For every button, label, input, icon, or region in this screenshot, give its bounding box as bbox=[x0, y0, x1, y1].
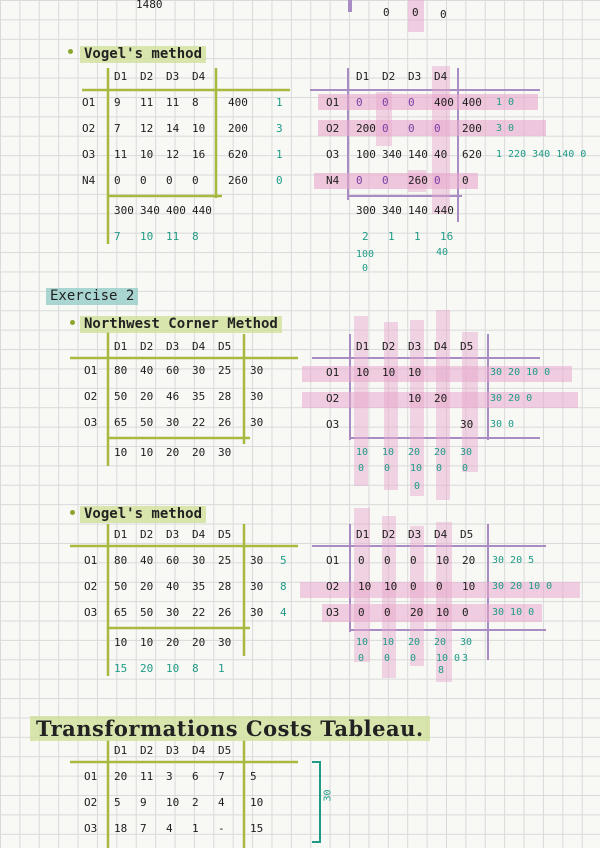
col-penalty: 11 bbox=[166, 230, 180, 243]
sol-cell: 30 bbox=[460, 418, 474, 431]
sol-cell: 0 bbox=[410, 580, 417, 593]
supply-cell: 200 bbox=[228, 122, 248, 135]
sol-cell: 0 bbox=[462, 606, 469, 619]
cost-cell: 60 bbox=[166, 364, 180, 377]
cost-cell: 35 bbox=[192, 390, 206, 403]
sol-cell: 0 bbox=[356, 174, 363, 187]
sol-col-header: D2 bbox=[382, 528, 396, 541]
cost-cell: 7 bbox=[140, 822, 147, 835]
row-penalty: 0 bbox=[276, 174, 283, 187]
heading-vogel2: Vogel's method bbox=[80, 506, 206, 523]
cost-cell: 9 bbox=[140, 796, 147, 809]
sol-col-header: D1 bbox=[356, 340, 370, 353]
top-sum: 1480 bbox=[136, 0, 163, 11]
sol-cell: 100 bbox=[356, 148, 376, 161]
sol-demand: 20 bbox=[408, 637, 421, 648]
sol-notes: 1 220 340 140 0 bbox=[496, 149, 587, 160]
sol-notes: 30 0 bbox=[490, 419, 515, 430]
cost-cell: 28 bbox=[218, 390, 232, 403]
cost-cell: 22 bbox=[192, 606, 206, 619]
row-penalty: 8 bbox=[280, 580, 287, 593]
col-penalty: 15 bbox=[114, 662, 128, 675]
sol-cell: 0 bbox=[384, 606, 391, 619]
cost-cell: 11 bbox=[140, 96, 154, 109]
cost-cell: 50 bbox=[140, 416, 154, 429]
cost-cell: 28 bbox=[218, 580, 232, 593]
cost-cell: 4 bbox=[166, 822, 173, 835]
demand-cell: 20 bbox=[166, 636, 180, 649]
sol-demand: 300 bbox=[356, 204, 376, 217]
sol-extra: 0 bbox=[362, 263, 369, 274]
sol-cell: 10 bbox=[436, 554, 450, 567]
sol-cell: 40 bbox=[434, 148, 448, 161]
sol-col-header: D4 bbox=[434, 528, 448, 541]
sol-demand: 340 bbox=[382, 204, 402, 217]
sol-notes: 30 20 5 bbox=[492, 555, 535, 566]
sol-demand: 10 bbox=[382, 447, 395, 458]
col-header: D5 bbox=[218, 528, 232, 541]
sol-cell: 0 bbox=[382, 174, 389, 187]
brace-note: 30 bbox=[322, 789, 334, 802]
supply-cell: 30 bbox=[250, 416, 264, 429]
supply-cell: 30 bbox=[250, 580, 264, 593]
demand-cell: 30 bbox=[218, 446, 232, 459]
sol-notes: 30 20 10 0 bbox=[490, 367, 551, 378]
sol-cell: 10 bbox=[356, 366, 370, 379]
sol-cell: 10 bbox=[408, 366, 422, 379]
cost-cell: 14 bbox=[166, 122, 180, 135]
demand-cell: 30 bbox=[218, 636, 232, 649]
sol-cell: 0 bbox=[434, 122, 441, 135]
supply-cell: 260 bbox=[228, 174, 248, 187]
cost-cell: 12 bbox=[166, 148, 180, 161]
col-header: D2 bbox=[140, 70, 154, 83]
sol-sub: 10 0 bbox=[436, 653, 461, 664]
col-header: D4 bbox=[192, 744, 206, 757]
col-header: D2 bbox=[140, 744, 154, 757]
cost-cell: 5 bbox=[114, 796, 121, 809]
heading-transformations: Transformations Costs Tableau. bbox=[30, 716, 430, 741]
cost-cell: 1 bbox=[192, 822, 199, 835]
col-header: D3 bbox=[166, 70, 180, 83]
sol-cell: 10 bbox=[462, 580, 476, 593]
cost-cell: 65 bbox=[114, 416, 128, 429]
demand-cell: 20 bbox=[166, 446, 180, 459]
cost-cell: 30 bbox=[192, 554, 206, 567]
col-header: D5 bbox=[218, 340, 232, 353]
sol-row-label: O1 bbox=[326, 366, 340, 379]
cost-cell: 4 bbox=[218, 796, 225, 809]
row-label: O2 bbox=[84, 796, 98, 809]
col-header: D3 bbox=[166, 528, 180, 541]
cost-cell: 10 bbox=[192, 122, 206, 135]
sol-cell: 20 bbox=[434, 392, 448, 405]
sol-row-label: O2 bbox=[326, 122, 340, 135]
sol-cell: 0 bbox=[434, 174, 441, 187]
sol-cell: 140 bbox=[408, 148, 428, 161]
sol-col-header: D3 bbox=[408, 70, 422, 83]
col-penalty: 10 bbox=[140, 230, 154, 243]
cost-cell: 30 bbox=[192, 364, 206, 377]
cost-cell: 0 bbox=[140, 174, 147, 187]
sol-supply: 0 bbox=[462, 174, 469, 187]
cost-cell: 30 bbox=[166, 416, 180, 429]
sol-penalty: 16 bbox=[440, 230, 454, 243]
row-penalty: 1 bbox=[276, 96, 283, 109]
col-header: D1 bbox=[114, 340, 128, 353]
cost-cell: 16 bbox=[192, 148, 206, 161]
sol-row-label: O3 bbox=[326, 148, 340, 161]
sol-extra: 40 bbox=[436, 247, 449, 258]
sol-supply: 620 bbox=[462, 148, 482, 161]
sol-cell: 340 bbox=[382, 148, 402, 161]
cost-cell: 3 bbox=[166, 770, 173, 783]
sol-demand: 10 bbox=[356, 447, 369, 458]
sol-cell: 10 bbox=[382, 366, 396, 379]
bullet-nw bbox=[70, 320, 75, 325]
supply-cell: 15 bbox=[250, 822, 264, 835]
demand-cell: 20 bbox=[192, 446, 206, 459]
sol-col-header: D1 bbox=[356, 528, 370, 541]
sol-sub: 0 bbox=[384, 653, 391, 664]
top-cell-1: 0 bbox=[383, 6, 390, 19]
row-label: O3 bbox=[82, 148, 96, 161]
sol-penalty: 1 bbox=[388, 230, 395, 243]
sol-notes: 3 0 bbox=[496, 123, 515, 134]
sol-col-header: D2 bbox=[382, 70, 396, 83]
cost-cell: 7 bbox=[114, 122, 121, 135]
cost-cell: 46 bbox=[166, 390, 180, 403]
col-header: D4 bbox=[192, 70, 206, 83]
col-header: D4 bbox=[192, 340, 206, 353]
sol-row-label: O2 bbox=[326, 580, 340, 593]
demand-cell: 340 bbox=[140, 204, 160, 217]
top-cell-3: 0 bbox=[440, 8, 447, 21]
cost-cell: 40 bbox=[140, 554, 154, 567]
sol-row-label: O3 bbox=[326, 418, 340, 431]
sol-cell: 10 bbox=[408, 392, 422, 405]
sol-row-label: N4 bbox=[326, 174, 340, 187]
row-label: O2 bbox=[84, 580, 98, 593]
row-penalty: 3 bbox=[276, 122, 283, 135]
cost-cell: 22 bbox=[192, 416, 206, 429]
demand-cell: 10 bbox=[140, 446, 154, 459]
sol-sub: 0 bbox=[436, 463, 443, 474]
cost-cell: 50 bbox=[114, 580, 128, 593]
sol-supply: 400 bbox=[462, 96, 482, 109]
cost-cell: 11 bbox=[166, 96, 180, 109]
col-header: D1 bbox=[114, 744, 128, 757]
sol-cell: 0 bbox=[410, 554, 417, 567]
cost-cell: 11 bbox=[140, 770, 154, 783]
row-penalty: 4 bbox=[280, 606, 287, 619]
sol-sub: 0 bbox=[358, 463, 365, 474]
cost-cell: - bbox=[218, 822, 225, 835]
sol-demand: 30 bbox=[460, 447, 473, 458]
cost-cell: 0 bbox=[192, 174, 199, 187]
row-label: O3 bbox=[84, 822, 98, 835]
col-header: D4 bbox=[192, 528, 206, 541]
cost-cell: 20 bbox=[140, 390, 154, 403]
col-penalty: 8 bbox=[192, 230, 199, 243]
sol-demand: 10 bbox=[382, 637, 395, 648]
row-label: O1 bbox=[82, 96, 96, 109]
cost-cell: 10 bbox=[140, 148, 154, 161]
row-label: O1 bbox=[84, 770, 98, 783]
demand-cell: 300 bbox=[114, 204, 134, 217]
sol-cell: 0 bbox=[358, 606, 365, 619]
sol-col-header: D4 bbox=[434, 340, 448, 353]
col-header: D5 bbox=[218, 744, 232, 757]
sol-cell: 200 bbox=[356, 122, 376, 135]
sol-penalty: 1 bbox=[414, 230, 421, 243]
sol-demand: 30 bbox=[460, 637, 473, 648]
sol-cell: 20 bbox=[462, 554, 476, 567]
sol-supply: 200 bbox=[462, 122, 482, 135]
supply-cell: 30 bbox=[250, 390, 264, 403]
row-label: O3 bbox=[84, 416, 98, 429]
row-label: O2 bbox=[82, 122, 96, 135]
row-label: O1 bbox=[84, 364, 98, 377]
col-penalty: 7 bbox=[114, 230, 121, 243]
demand-cell: 10 bbox=[114, 446, 128, 459]
row-penalty: 1 bbox=[276, 148, 283, 161]
row-label: O2 bbox=[84, 390, 98, 403]
supply-cell: 30 bbox=[250, 606, 264, 619]
sol-penalty: 2 bbox=[362, 230, 369, 243]
cost-cell: 10 bbox=[166, 796, 180, 809]
col-penalty: 10 bbox=[166, 662, 180, 675]
sol-demand: 140 bbox=[408, 204, 428, 217]
sol-cell: 0 bbox=[358, 554, 365, 567]
sol-col-header: D4 bbox=[434, 70, 448, 83]
col-penalty: 1 bbox=[218, 662, 225, 675]
sol-cell: 0 bbox=[382, 96, 389, 109]
sol-cell: 10 bbox=[358, 580, 372, 593]
sol-row-label: O1 bbox=[326, 554, 340, 567]
sol-cell: 0 bbox=[384, 554, 391, 567]
v1-col-hl-4 bbox=[432, 66, 450, 214]
sol-col-header: D3 bbox=[408, 528, 422, 541]
cost-cell: 80 bbox=[114, 554, 128, 567]
col-penalty: 20 bbox=[140, 662, 154, 675]
sol-sub: 10 bbox=[410, 463, 423, 474]
sol-notes: 30 10 0 bbox=[492, 607, 535, 618]
sol-sub: 0 bbox=[462, 463, 469, 474]
top-cell-2: 0 bbox=[412, 6, 419, 19]
col-header: D3 bbox=[166, 744, 180, 757]
cost-cell: 26 bbox=[218, 606, 232, 619]
heading-nw: Northwest Corner Method bbox=[80, 316, 282, 333]
supply-cell: 5 bbox=[250, 770, 257, 783]
col-header: D2 bbox=[140, 528, 154, 541]
supply-cell: 10 bbox=[250, 796, 264, 809]
heading-vogel1: Vogel's method bbox=[80, 46, 206, 63]
cost-cell: 25 bbox=[218, 554, 232, 567]
sol-notes: 30 20 0 bbox=[490, 393, 533, 404]
cost-cell: 40 bbox=[140, 364, 154, 377]
cost-cell: 0 bbox=[166, 174, 173, 187]
sol-cell: 0 bbox=[382, 122, 389, 135]
sol-col-header: D1 bbox=[356, 70, 370, 83]
cost-cell: 50 bbox=[114, 390, 128, 403]
sol-cell: 20 bbox=[410, 606, 424, 619]
cost-cell: 25 bbox=[218, 364, 232, 377]
sol-sub: 0 bbox=[358, 653, 365, 664]
cost-cell: 2 bbox=[192, 796, 199, 809]
sol-sub: 3 bbox=[462, 653, 469, 664]
sol-cell: 0 bbox=[436, 580, 443, 593]
cost-cell: 8 bbox=[192, 96, 199, 109]
supply-cell: 620 bbox=[228, 148, 248, 161]
supply-cell: 30 bbox=[250, 554, 264, 567]
row-label: O1 bbox=[84, 554, 98, 567]
sol-demand: 20 bbox=[408, 447, 421, 458]
sol-cell: 0 bbox=[408, 96, 415, 109]
sol-sub2: 0 bbox=[414, 481, 421, 492]
sol-demand: 10 bbox=[356, 637, 369, 648]
row-label: O3 bbox=[84, 606, 98, 619]
sol-row-label: O1 bbox=[326, 96, 340, 109]
cost-cell: 11 bbox=[114, 148, 128, 161]
sol-demand: 440 bbox=[434, 204, 454, 217]
sol-notes: 1 0 bbox=[496, 97, 515, 108]
row-label: N4 bbox=[82, 174, 96, 187]
sol-extra: 100 bbox=[356, 249, 375, 260]
col-header: D2 bbox=[140, 340, 154, 353]
col-penalty: 8 bbox=[192, 662, 199, 675]
col-header: D3 bbox=[166, 340, 180, 353]
demand-cell: 400 bbox=[166, 204, 186, 217]
demand-cell: 20 bbox=[192, 636, 206, 649]
cost-cell: 80 bbox=[114, 364, 128, 377]
sol-notes: 30 20 10 0 bbox=[492, 581, 553, 592]
demand-cell: 10 bbox=[114, 636, 128, 649]
demand-cell: 10 bbox=[140, 636, 154, 649]
sol-cell: 400 bbox=[434, 96, 454, 109]
cost-cell: 0 bbox=[114, 174, 121, 187]
exercise-2-label: Exercise 2 bbox=[46, 288, 138, 305]
sol-cell: 260 bbox=[408, 174, 428, 187]
supply-cell: 400 bbox=[228, 96, 248, 109]
sol-row-label: O3 bbox=[326, 606, 340, 619]
cost-cell: 35 bbox=[192, 580, 206, 593]
sol-cell: 0 bbox=[356, 96, 363, 109]
cost-cell: 6 bbox=[192, 770, 199, 783]
cost-cell: 60 bbox=[166, 554, 180, 567]
cost-cell: 18 bbox=[114, 822, 128, 835]
cost-cell: 20 bbox=[114, 770, 128, 783]
demand-cell: 440 bbox=[192, 204, 212, 217]
cost-cell: 50 bbox=[140, 606, 154, 619]
sol-col-header: D5 bbox=[460, 340, 474, 353]
cost-cell: 20 bbox=[140, 580, 154, 593]
sol-sub: 0 bbox=[384, 463, 391, 474]
col-header: D1 bbox=[114, 70, 128, 83]
supply-cell: 30 bbox=[250, 364, 264, 377]
cost-cell: 40 bbox=[166, 580, 180, 593]
row-penalty: 5 bbox=[280, 554, 287, 567]
sol-row-label: O2 bbox=[326, 392, 340, 405]
cost-cell: 65 bbox=[114, 606, 128, 619]
sol-sub: 0 bbox=[410, 653, 417, 664]
bullet-vogel2 bbox=[70, 510, 75, 515]
sol-cell: 10 bbox=[436, 606, 450, 619]
sol-demand: 20 bbox=[434, 447, 447, 458]
sol-cell: 10 bbox=[384, 580, 398, 593]
sol-sub2: 8 bbox=[438, 665, 445, 676]
sol-col-header: D3 bbox=[408, 340, 422, 353]
sol-demand: 20 bbox=[434, 637, 447, 648]
sol-cell: 0 bbox=[408, 122, 415, 135]
cost-cell: 26 bbox=[218, 416, 232, 429]
sol-col-header: D5 bbox=[460, 528, 474, 541]
sol-col-header: D2 bbox=[382, 340, 396, 353]
cost-cell: 12 bbox=[140, 122, 154, 135]
cost-cell: 30 bbox=[166, 606, 180, 619]
col-header: D1 bbox=[114, 528, 128, 541]
cost-cell: 9 bbox=[114, 96, 121, 109]
cost-cell: 7 bbox=[218, 770, 225, 783]
